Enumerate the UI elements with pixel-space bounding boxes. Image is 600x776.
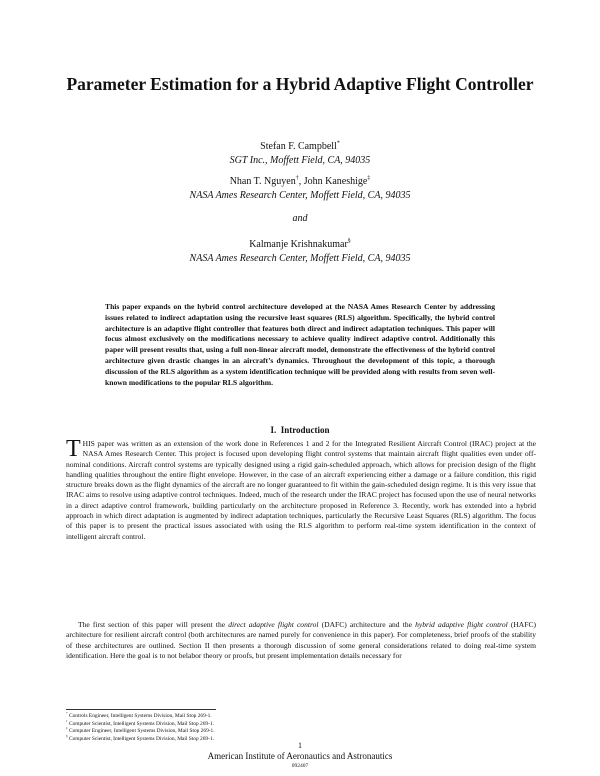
author-affiliation: SGT Inc., Moffett Field, CA, 94035 bbox=[229, 155, 371, 166]
footnote: * Controls Engineer, Intelligent Systems Division, Mail Stop 269-1. bbox=[66, 711, 212, 719]
section-heading: I. Introduction bbox=[270, 425, 330, 435]
footnote: § Computer Scientist, Intelligent Systems Division, Mail Stop 269-1. bbox=[66, 734, 214, 743]
footnote: † Computer Scientist, Intelligent Systems Division, Mail Stop 269-1. bbox=[66, 718, 214, 727]
page-number: 1 bbox=[298, 741, 302, 750]
body-paragraph: The first section of this paper will present the direct adaptive flight control (DAFC) architecture and the hybrid adaptive flight control (HAFC) architecture for resilient aircraft control (both architectures are named purely for convenience in this paper). For completeness, brief proofs of the stability of these architectures are outlined. Section II then presents a thorough discussion of some general considerations related to doing real-time system identification. Here the goal is to not belabor theory or proofs, but present implementation details necessary for bbox=[66, 620, 537, 660]
footnotes bbox=[66, 713, 536, 744]
abstract: This paper expands on the hybrid control architecture developed at the NASA Ames Research Center by addressing issues related to indirect adaptation using the recursive least squares (RLS) algorithm. Specifically, the hybrid control architecture is an adaptive flight controller that features both direct and indirect adaptation techniques. This paper will focus almost exclusively on the modifications necessary to achieve quality indirect adaptive control. Additionally this paper will present results that, using a full non-linear aircraft model, demonstrate the effectiveness of the hybrid control architecture given drastic changes in an aircraft’s dynamics. Throughout the development of this topic, a thorough discussion of the RLS algorithm as a system identification technique will be provided along with results from seven well-known modifications to the popular RLS algorithm. bbox=[105, 302, 495, 387]
footer-organization: American Institute of Aeronautics and Astronautics bbox=[207, 751, 393, 761]
and-separator: and bbox=[292, 213, 308, 224]
author-affiliation: NASA Ames Research Center, Moffett Field, CA, 94035 bbox=[189, 190, 411, 201]
drop-cap: T bbox=[66, 436, 81, 462]
author-name: Kalmanje Krishnakumar§ bbox=[249, 238, 351, 250]
author-block-1 bbox=[60, 140, 540, 168]
body-paragraph: THIS paper was written as an extension of the work done in References 1 and 2 for the Integrated Resilient Aircraft Control (IRAC) project at the NASA Ames Research Center. This project is focused upon developing flight control systems that maintain aircraft flight qualities even under off-nominal conditions. Aircraft control systems are typically designed using a rigid gain-scheduled approach, which allows for precision design of the flight handling qualities throughout the entire flight envelope. However, in the case of an aircraft experiencing either a damage or a failure condition, this rigid structure breaks down as the flight dynamics of the aircraft are no longer guaranteed to fit within the gain-scheduled design regime. It is this very issue that IRAC aims to resolve using adaptive control techniques. Indeed, much of the research under the IRAC project has focused upon the use of neural networks in a direct adaptive control framework, building particularly on the architecture proposed in Reference 3. Recently, work has extended into a hybrid approach in which direct adaptation is augmented by indirect adaptation techniques, particularly the Recursive Least Squares (RLS) algorithm. The focus of this paper is to present the practical issues associated with using the RLS algorithm to perform real-time system identification in the context of intelligent aircraft control. bbox=[66, 436, 536, 541]
author-name: Stefan F. Campbell* bbox=[260, 140, 340, 152]
author-block-3 bbox=[60, 238, 540, 266]
footnote-divider bbox=[66, 709, 216, 710]
author-block-2 bbox=[60, 175, 540, 203]
author-name: Nhan T. Nguyen†, John Kaneshige‡ bbox=[229, 175, 371, 187]
footnote: ‡ Computer Engineer, Intelligent Systems Division, Mail Stop 269-1. bbox=[66, 726, 215, 735]
footer-code: 092407 bbox=[291, 763, 309, 769]
author-affiliation: NASA Ames Research Center, Moffett Field, CA, 94035 bbox=[189, 253, 411, 264]
paper-title: Parameter Estimation for a Hybrid Adaptive Flight Controller bbox=[66, 74, 534, 94]
